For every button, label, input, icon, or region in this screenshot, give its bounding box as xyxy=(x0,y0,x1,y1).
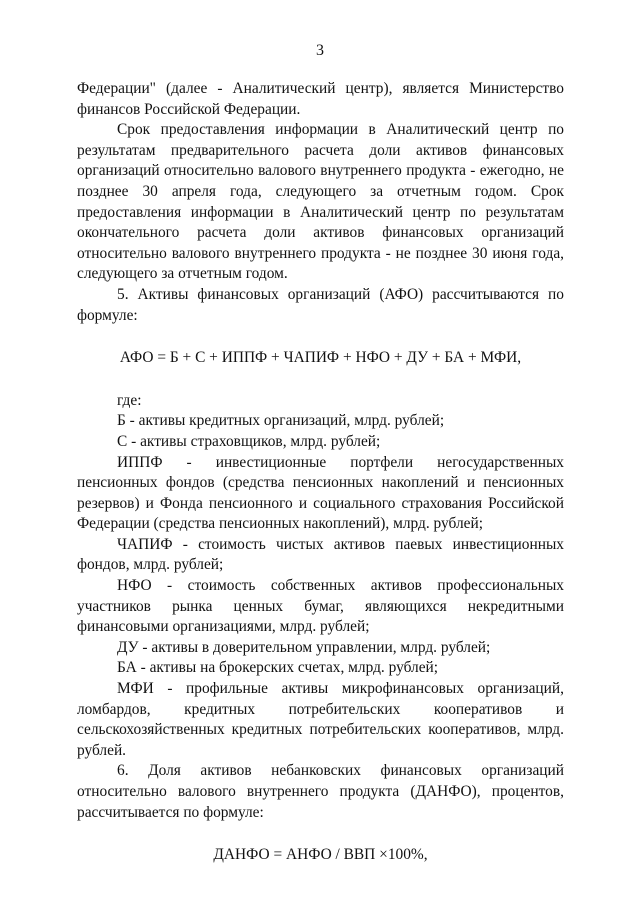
definition-nfo: НФО - стоимость собственных активов профессиональных участников рынка ценных бумаг, являющихся некредитными финансовыми организациями, млрд. рублей; xyxy=(77,577,564,636)
paragraph-item-6: 6. Доля активов небанковских финансовых организаций относительно валового внутреннего продукта (ДАНФО), процентов, рассчитывается по формуле: xyxy=(77,762,564,821)
definition-ippf: ИППФ - инвестиционные портфели негосударственных пенсионных фондов (средства пенсионных накоплений и пенсионных резервов) и Фонда пенсионного и социального страхования Российской Федерации (средства пенсионных накоплений), млрд. рублей; xyxy=(77,453,564,533)
paragraph-item-5: 5. Активы финансовых организаций (АФО) рассчитываются по формуле: xyxy=(77,285,564,324)
page-number: 3 xyxy=(316,42,324,59)
definition-b: Б - активы кредитных организаций, млрд. рублей; xyxy=(117,412,445,430)
definition-mfi: МФИ - профильные активы микрофинансовых организаций, ломбардов, кредитных потребительских кооперативов и сельскохозяйственных кредитных потребительских кооперативов, млрд. рублей. xyxy=(77,680,564,759)
paragraph-continuation: Федерации" (далее - Аналитический центр), является Министерство финансов Российской Федерации. xyxy=(77,80,564,118)
where-label: где: xyxy=(117,391,142,409)
definition-du: ДУ - активы в доверительном управлении, млрд. рублей; xyxy=(117,638,491,656)
paragraph-deadlines: Срок предоставления информации в Аналитический центр по результатам предварительного расчета доли активов финансовых организаций относительно валового внутреннего продукта - ежегодно, не позднее 30 апреля года, следующего за отчетным годом. Срок предоставления информации в Аналитический центр по результатам окончательного расчета доли активов финансовых организаций относительно валового внутреннего продукта - не позднее 30 июня года, следующего за отчетным годом. xyxy=(77,121,564,283)
formula-afo: АФО = Б + С + ИППФ + ЧАПИФ + НФО + ДУ + БА + МФИ, xyxy=(119,349,522,367)
definition-ba: БА - активы на брокерских счетах, млрд. рублей; xyxy=(117,659,439,677)
formula-danfo: ДАНФО = АНФО / ВВП ×100%, xyxy=(213,846,428,864)
definition-chapif: ЧАПИФ - стоимость чистых активов паевых инвестиционных фондов, млрд. рублей; xyxy=(77,535,564,574)
document-body xyxy=(77,79,564,866)
definition-s: С - активы страховщиков, млрд. рублей; xyxy=(117,432,381,450)
